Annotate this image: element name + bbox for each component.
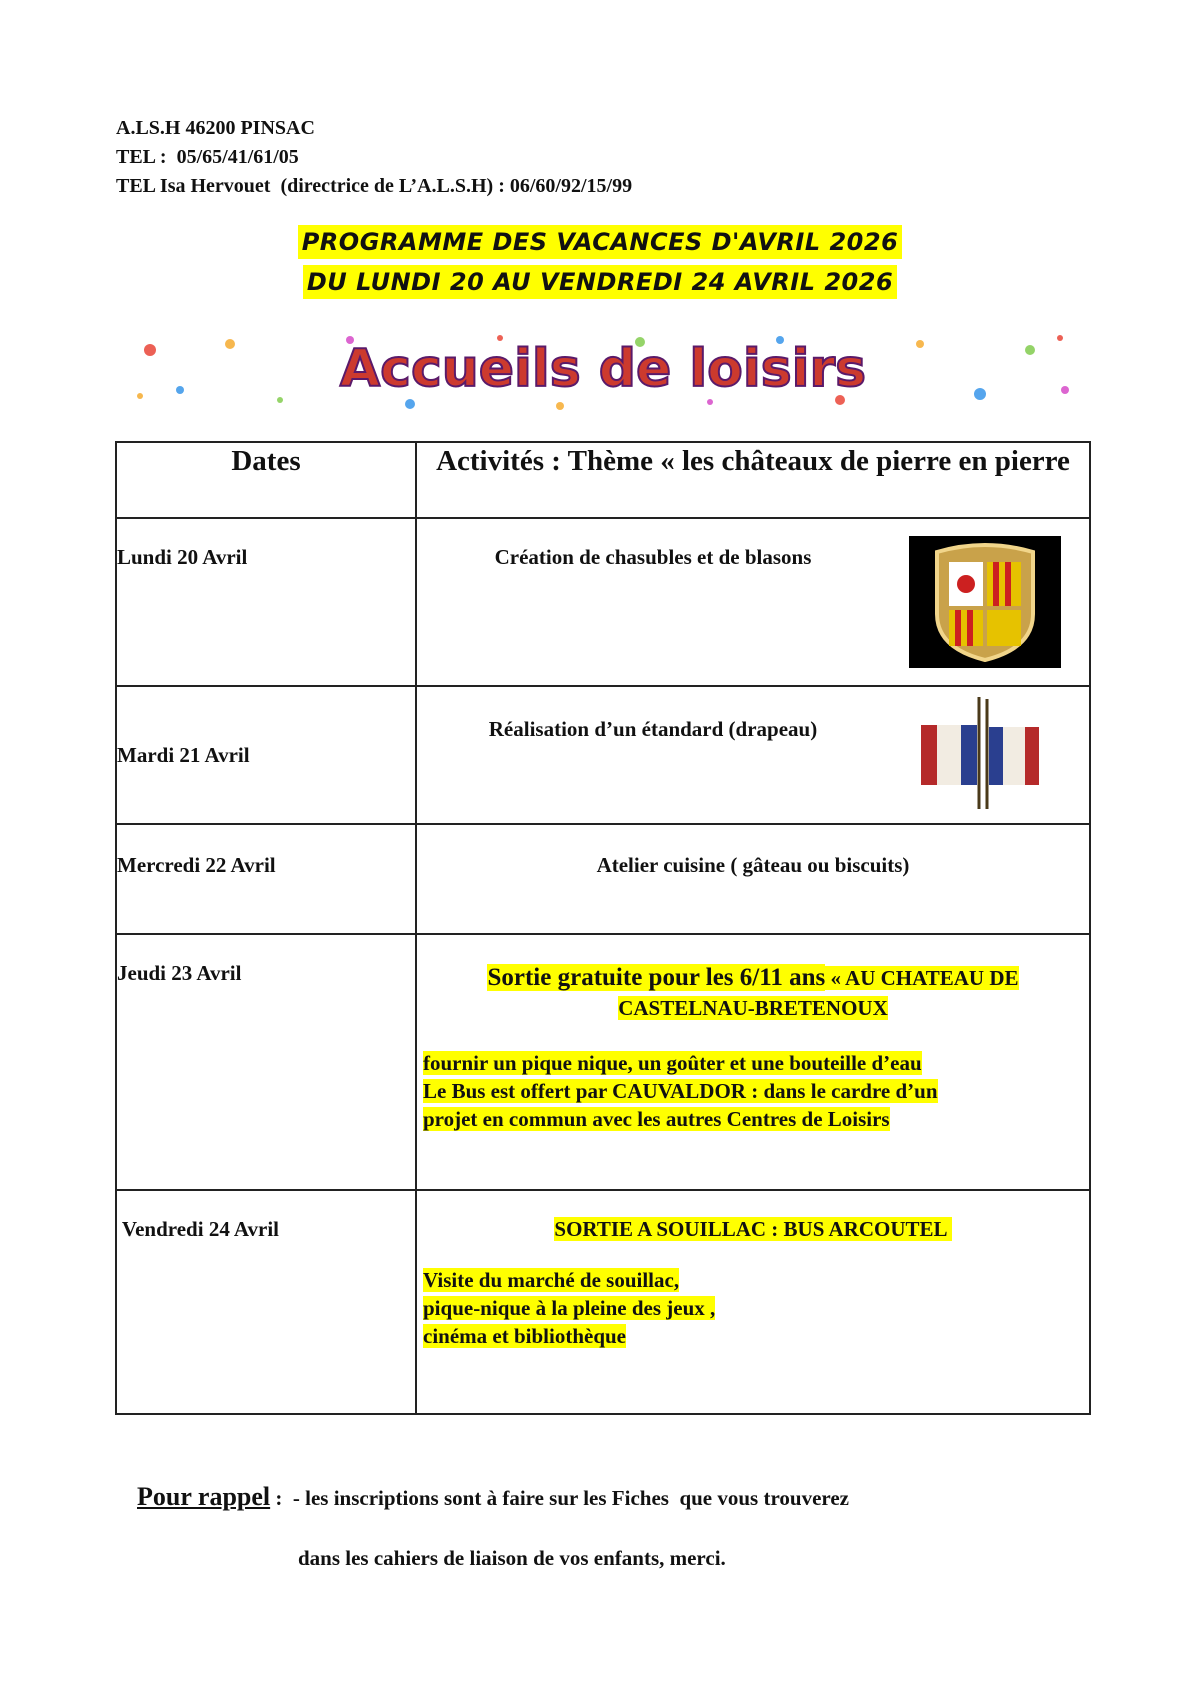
row-activity: Atelier cuisine ( gâteau ou biscuits)	[416, 824, 1090, 934]
row-date: Vendredi 24 Avril	[116, 1190, 416, 1414]
outing-details: Visite du marché de souillac, pique-nique à la pleine des jeux , cinéma et bibliothèque	[423, 1268, 716, 1348]
table-row	[116, 1190, 1090, 1414]
row-date: Jeudi 23 Avril	[116, 934, 416, 1190]
program-title-line-2: DU LUNDI 20 AU VENDREDI 24 AVRIL 2026	[0, 268, 1200, 296]
row-activity	[416, 934, 1090, 1190]
table-header-row	[116, 442, 1090, 518]
table-row	[116, 934, 1090, 1190]
table-row	[116, 518, 1090, 686]
row-activity	[416, 1190, 1090, 1414]
program-title-line-1: PROGRAMME DES VACANCES D'AVRIL 2026	[0, 228, 1200, 256]
program-table	[115, 441, 1091, 1415]
flags-icon	[917, 697, 1043, 809]
coat-of-arms-icon	[909, 536, 1061, 668]
reminder-label: Pour rappel	[137, 1482, 271, 1511]
row-date: Mercredi 22 Avril	[116, 824, 416, 934]
contact-header	[116, 114, 632, 201]
reminder-line-1: - les inscriptions sont à faire sur les Fiches que vous trouverez	[282, 1486, 849, 1510]
reminder-line-2: dans les cahiers de liaison de vos enfants, merci.	[298, 1546, 726, 1570]
table-row	[116, 824, 1090, 934]
banner-image	[120, 330, 1086, 414]
outing-details: fournir un pique nique, un goûter et une bouteille d’eau Le Bus est offert par CAUVALDOR : dans le cardre d’un projet en commun avec les autres Centres de Loisirs	[423, 1051, 938, 1131]
row-activity: Réalisation d’un étandard (drapeau)	[416, 686, 1090, 824]
reminder	[116, 1452, 849, 1573]
banner-text: Accueils de loisirs	[339, 339, 867, 399]
table-row	[116, 686, 1090, 824]
director-phone: TEL Isa Hervouet (directrice de L’A.L.S.H) : 06/60/92/15/99	[116, 175, 633, 197]
column-header-activities: Activités : Thème « les châteaux de pierre en pierre	[416, 442, 1090, 518]
row-activity: Création de chasubles et de blasons	[416, 518, 1090, 686]
row-date: Lundi 20 Avril	[116, 518, 416, 686]
column-header-dates: Dates	[116, 442, 416, 518]
reminder-colon: :	[270, 1486, 283, 1510]
center-address: A.LS.H 46200 PINSAC	[116, 117, 315, 139]
outing-headline: SORTIE A SOUILLAC : BUS ARCOUTEL	[554, 1217, 952, 1241]
center-phone: TEL : 05/65/41/61/05	[116, 146, 299, 168]
outing-headline: Sortie gratuite pour les 6/11 ans « AU CHATEAU DE CASTELNAU-BRETENOUX	[487, 964, 1019, 1020]
row-date: Mardi 21 Avril	[116, 686, 416, 824]
